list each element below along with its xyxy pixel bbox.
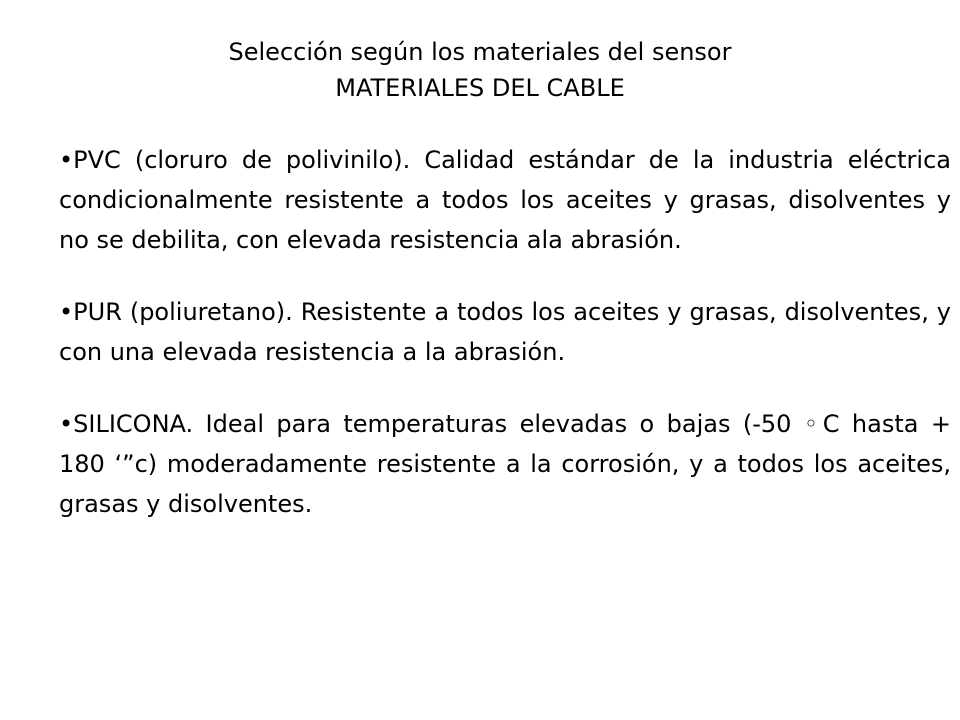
slide-title: Selección según los materiales del sensor: [228, 38, 732, 66]
slide-subtitle: MATERIALES DEL CABLE: [335, 74, 625, 102]
bullet-item-silicona: •SILICONA. Ideal para temperaturas elevadas o bajas (-50 ◦C hasta + 180 ‘”c) moderadamente resistente a la corrosión, y a todos los aceites, grasas y disolventes.: [59, 410, 951, 518]
bullet-item-pvc: •PVC (cloruro de polivinilo). Calidad estándar de la industria eléctrica condicionalmente resistente a todos los aceites y grasas, disolventes y no se debilita, con elevada resistencia ala abrasión.: [59, 146, 951, 254]
bullet-item-pur: •PUR (poliuretano). Resistente a todos los aceites y grasas, disolventes, y con una elevada resistencia a la abrasión.: [59, 298, 951, 366]
bullet-list: [59, 140, 951, 556]
slide-header: [0, 34, 960, 106]
